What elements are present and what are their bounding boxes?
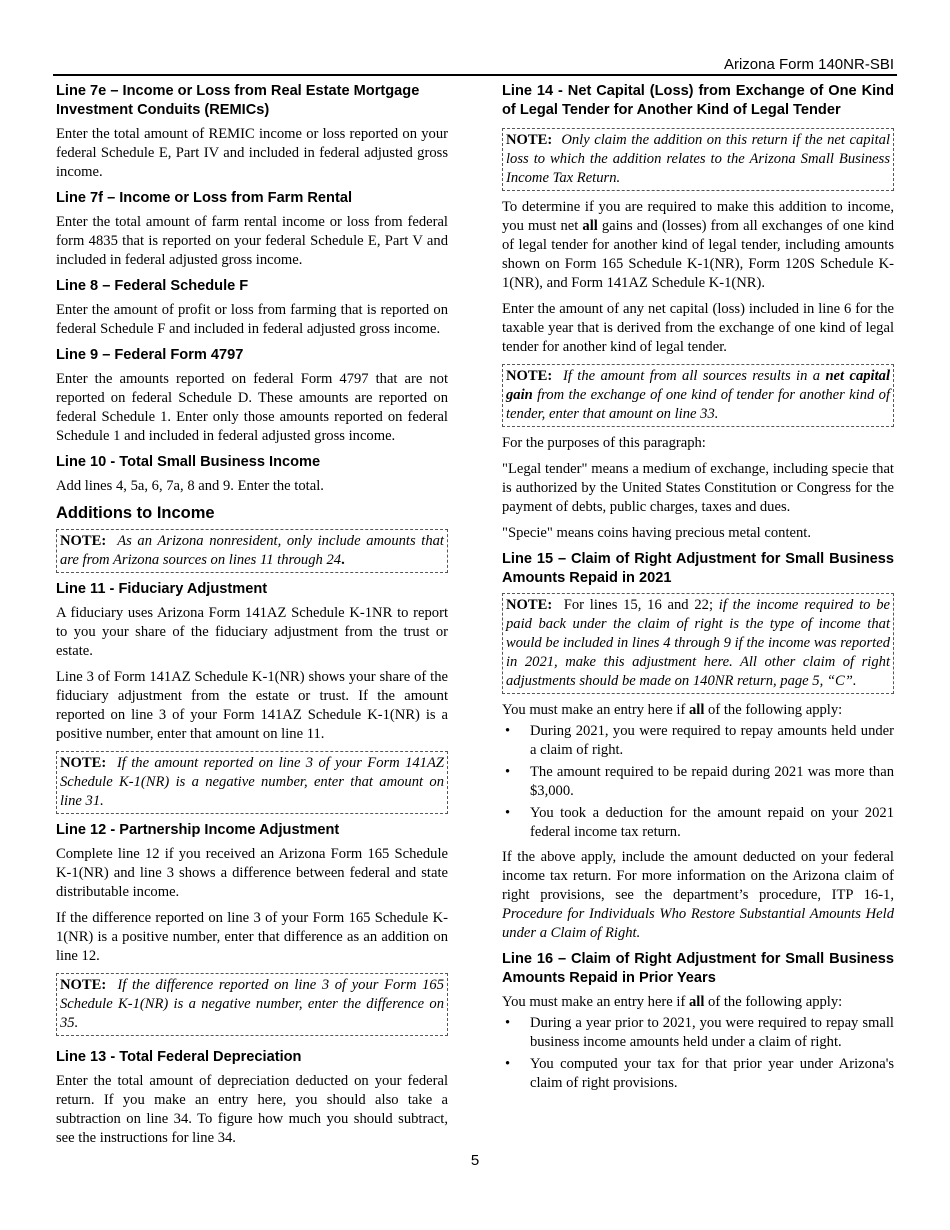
heading-line-9: Line 9 – Federal Form 4797 bbox=[56, 347, 244, 363]
note-line-11 bbox=[56, 751, 448, 814]
para-line-9: Enter the amounts reported on federal Form 4797 that are not reported on federal Schedule D. These amounts are reported on federal Schedule 1. Enter only those amounts reported on federal Schedule 1 and included in federal adjusted gross income. bbox=[56, 371, 448, 444]
para-line-10: Add lines 4, 5a, 6, 7a, 8 and 9. Enter the total. bbox=[56, 478, 324, 494]
heading-line-7f: Line 7f – Income or Loss from Farm Rental bbox=[56, 190, 352, 206]
note-label: NOTE: bbox=[506, 132, 553, 148]
para-line-14-a: To determine if you are required to make this addition to income, you must net all gains and (losses) from all exchanges of one kind of legal tender for another kind of legal tender, including amounts shown on Form 165 Schedule K-1(NR), Form 120S Schedule K-1(NR), and Form 141AZ Schedule K-1(NR). bbox=[502, 199, 894, 291]
note-line-15: NOTE: For lines 15, 16 and 22; if the income required to be paid back under the claim of right is the type of income that would be included in lines 4 through 9 if the income was reported in 2021, make this adjustment here. All other claim of right adjustments should be made on 140NR return, page 5, “C”. bbox=[502, 593, 894, 694]
note-label: NOTE: bbox=[60, 755, 107, 771]
note-end: . bbox=[341, 552, 345, 568]
list-item: • During 2021, you were required to repay amounts held under a claim of right. bbox=[502, 722, 894, 760]
note-label: NOTE: bbox=[506, 368, 553, 384]
heading-line-16: Line 16 – Claim of Right Adjustment for Small Business Amounts Repaid in Prior Years bbox=[502, 951, 894, 986]
para-line-11-b: Line 3 of Form 141AZ Schedule K-1(NR) shows your share of the fiduciary adjustment from the estate or trust. If the amount reported on line 3 of your Form 141AZ Schedule K-1(NR) is a positive number, enter that amount on line 11. bbox=[56, 669, 448, 742]
para-line-15-after: If the above apply, include the amount deducted on your federal income tax return. For more information on the Arizona claim of right provisions, see the department’s procedure, ITP 16-1, Procedure for Individuals Who Restore Substantial Amounts Held under a Claim of Right. bbox=[502, 849, 894, 941]
para-line-8: Enter the amount of profit or loss from farming that is reported on federal Schedule F and included in federal adjusted gross income. bbox=[56, 302, 448, 337]
heading-line-12: Line 12 - Partnership Income Adjustment bbox=[56, 822, 340, 838]
bullet-list-line-16 bbox=[502, 1014, 894, 1093]
left-column bbox=[56, 82, 448, 1155]
list-item: • You took a deduction for the amount repaid on your 2021 federal income tax return. bbox=[502, 804, 894, 842]
para-line-14-d: "Legal tender" means a medium of exchange, including specie that is authorized by the United States Constitution or Congress for the payment of debts, public charges, taxes and dues. bbox=[502, 461, 894, 515]
para-line-12-b: If the difference reported on line 3 of your Form 165 Schedule K-1(NR) is a positive number, enter that difference as an addition on line 12. bbox=[56, 910, 448, 964]
list-item: • During a year prior to 2021, you were required to repay small business income amounts held under a claim of right. bbox=[502, 1014, 894, 1052]
heading-line-7e: Line 7e – Income or Loss from Real Estate Mortgage Investment Conduits (REMICs) bbox=[56, 83, 420, 118]
note-text: Only claim the addition on this return if the net capital loss to which the addition relates to the Arizona Small Business Income Tax Return. bbox=[506, 132, 890, 186]
section-heading-additions: Additions to Income bbox=[56, 504, 215, 522]
note-text: If the difference reported on line 3 of your Form 165 Schedule K-1(NR) is a negative number, enter the difference on 35. bbox=[60, 977, 444, 1031]
para-line-11-a: A fiduciary uses Arizona Form 141AZ Schedule K-1NR to report to you your share of the fiduciary adjustment from the trust or estate. bbox=[56, 605, 448, 659]
note-additions bbox=[56, 529, 448, 573]
heading-line-11: Line 11 - Fiduciary Adjustment bbox=[56, 581, 268, 597]
para-line-7f: Enter the total amount of farm rental income or loss from federal form 4835 that is reported on your federal Schedule E, Part V and included in federal adjusted gross income. bbox=[56, 214, 448, 268]
note-line-12 bbox=[56, 973, 448, 1036]
list-item: • The amount required to be repaid during 2021 was more than $3,000. bbox=[502, 763, 894, 801]
right-column bbox=[502, 82, 894, 1099]
note-label: NOTE: bbox=[506, 597, 553, 613]
heading-line-15: Line 15 – Claim of Right Adjustment for Small Business Amounts Repaid in 2021 bbox=[502, 551, 894, 586]
para-line-12-a: Complete line 12 if you received an Arizona Form 165 Schedule K-1(NR) and line 3 shows a difference between federal and state distributable income. bbox=[56, 846, 448, 900]
note-text: If the amount reported on line 3 of your Form 141AZ Schedule K-1(NR) is a negative number, enter that amount on line 31. bbox=[60, 755, 444, 809]
note-line-14-b: NOTE: If the amount from all sources results in a net capital gain from the exchange of one kind of tender for another kind of tender, enter that amount on line 33. bbox=[502, 364, 894, 427]
heading-line-13: Line 13 - Total Federal Depreciation bbox=[56, 1049, 302, 1065]
form-name: Arizona Form 140NR-SBI bbox=[723, 56, 894, 73]
heading-line-8: Line 8 – Federal Schedule F bbox=[56, 278, 249, 294]
para-line-14-c: For the purposes of this paragraph: bbox=[502, 435, 706, 451]
note-label: NOTE: bbox=[60, 533, 107, 549]
list-item: • You computed your tax for that prior year under Arizona's claim of right provisions. bbox=[502, 1055, 894, 1093]
para-line-14-b: Enter the amount of any net capital (loss) included in line 6 for the taxable year that is derived from the exchange of one kind of legal tender for another kind of legal tender. bbox=[502, 301, 894, 355]
page-number: 5 bbox=[470, 1152, 480, 1169]
note-label: NOTE: bbox=[60, 977, 107, 993]
note-text: As an Arizona nonresident, only include amounts that are from Arizona sources on lines 11 through 24 bbox=[60, 533, 444, 568]
para-line-13: Enter the total amount of depreciation deducted on your federal return. If you make an entry here, you should also take a subtraction on line 34. To figure how much you should subtract, see the instructions for line 34. bbox=[56, 1073, 448, 1146]
para-line-15-intro: You must make an entry here if all of the following apply: bbox=[502, 702, 843, 718]
bullet-list-line-15 bbox=[502, 722, 894, 842]
heading-line-10: Line 10 - Total Small Business Income bbox=[56, 454, 321, 470]
note-line-14-a bbox=[502, 128, 894, 191]
note-text: if the income required to be paid back under the claim of right is the type of income that would be included in lines 4 through 9 if the income was reported in 2021, make this adjustment here. All other claim of right adjustments should be made on 140NR return, page 5, “C”. bbox=[506, 597, 891, 689]
para-line-16-intro: You must make an entry here if all of the following apply: bbox=[502, 994, 843, 1010]
header-rule bbox=[53, 74, 897, 76]
para-line-7e: Enter the total amount of REMIC income or loss reported on your federal Schedule E, Part IV and included in federal adjusted gross income. bbox=[56, 126, 448, 180]
para-line-14-e: "Specie" means coins having precious metal content. bbox=[502, 525, 811, 541]
heading-line-14: Line 14 - Net Capital (Loss) from Exchange of One Kind of Legal Tender for Another Kind of Legal Tender bbox=[502, 83, 894, 118]
